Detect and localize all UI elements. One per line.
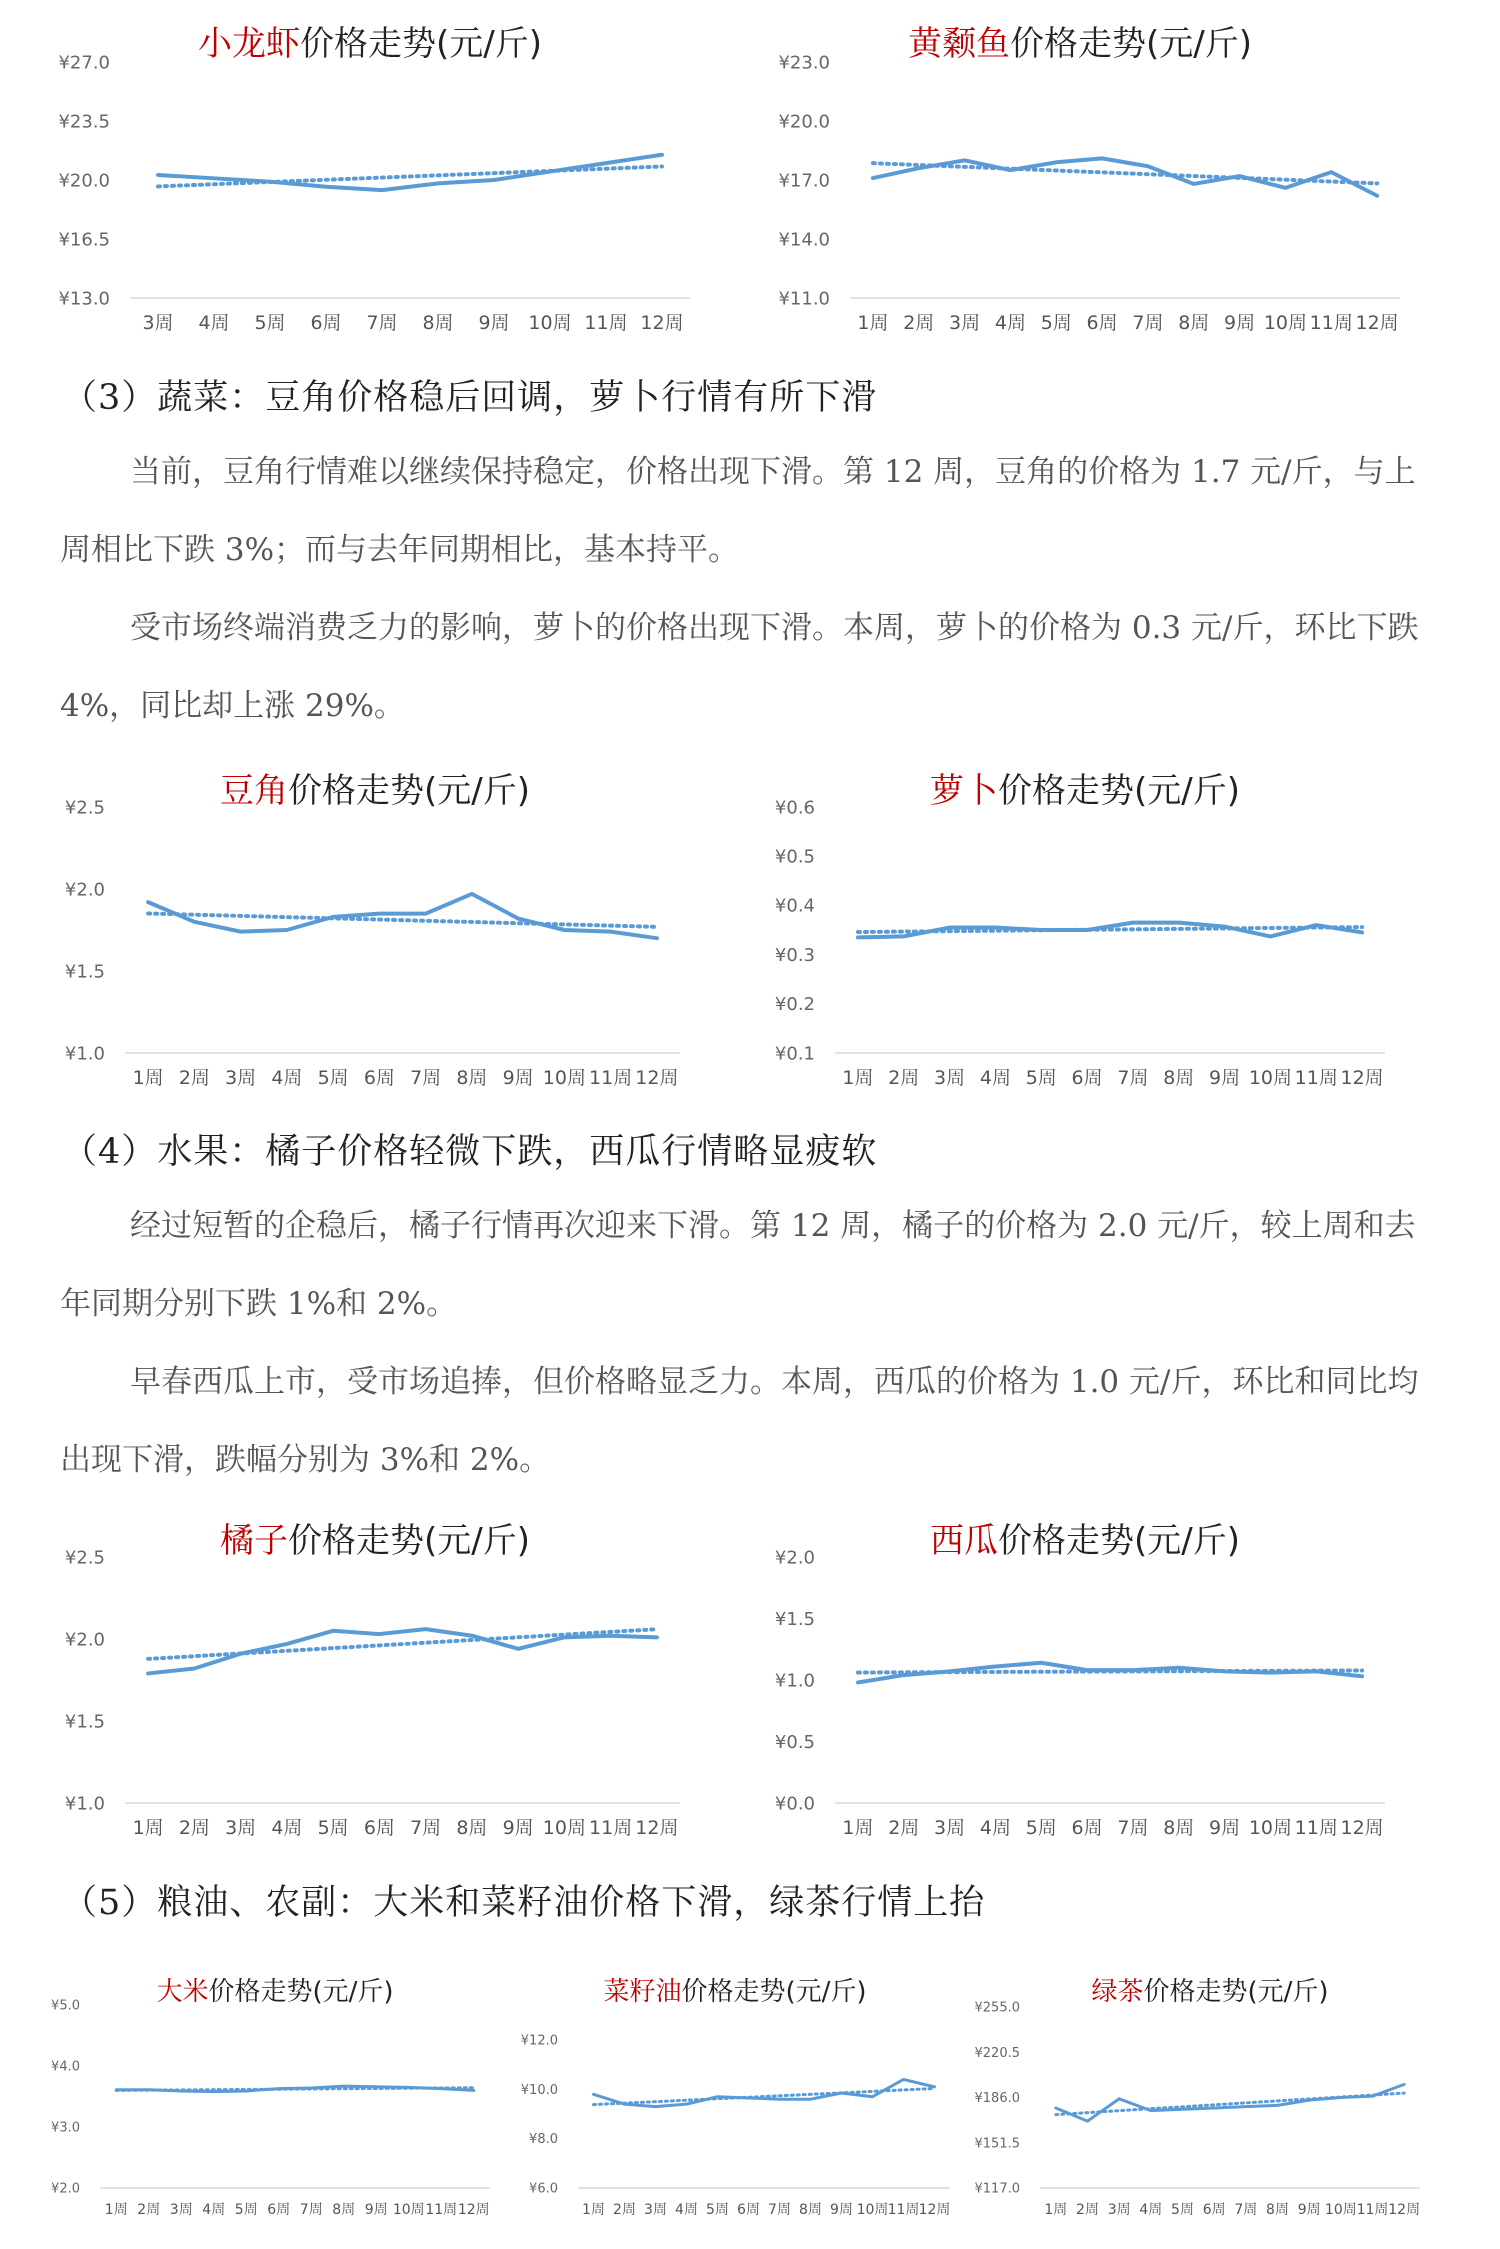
paragraph-text: 经过短暂的企稳后，橘子行情再次迎来下滑。第 12 周，橘子的价格为 2.0 元/斤，较上周和去年同期分别下跌 1%和 2%。	[60, 1208, 1416, 1322]
y-tick-label: ¥0.4	[774, 895, 815, 917]
chart-title	[603, 1977, 866, 2007]
x-tick-label: 1周	[842, 1817, 874, 1839]
chart-title-rest: 价格走势(元/斤)	[1143, 1977, 1329, 2007]
y-tick-label: ¥1.5	[774, 1608, 815, 1630]
chart-title	[930, 771, 1240, 811]
x-tick-label: 7周	[1117, 1067, 1149, 1089]
x-tick-label: 2周	[1076, 2202, 1099, 2218]
x-tick-label: 11周	[1309, 312, 1353, 334]
y-tick-label: ¥1.0	[774, 1670, 815, 1692]
x-tick-label: 4周	[202, 2202, 226, 2218]
x-tick-label: 9周	[478, 312, 510, 334]
y-tick-label: ¥14.0	[778, 229, 830, 251]
x-tick-label: 4周	[198, 312, 230, 334]
y-tick-label: ¥2.0	[51, 2181, 80, 2197]
x-tick-label: 8周	[1178, 312, 1210, 334]
chart-title-rest: 价格走势(元/斤)	[208, 1977, 394, 2007]
chart-title	[220, 771, 530, 811]
x-tick-label: 10周	[856, 2202, 889, 2218]
x-tick-label: 12周	[640, 312, 684, 334]
series-line	[873, 158, 1377, 195]
y-tick-label: ¥0.1	[774, 1043, 815, 1065]
chart-shrimp	[0, 0, 740, 350]
x-tick-label: 5周	[706, 2202, 729, 2218]
chart-title-product: 菜籽油	[603, 1977, 682, 2007]
y-tick-label: ¥20.0	[778, 111, 830, 133]
trendline	[158, 166, 662, 186]
x-tick-label: 11周	[1294, 1817, 1338, 1839]
x-tick-label: 1周	[857, 312, 889, 334]
x-tick-label: 3周	[949, 312, 981, 334]
x-tick-label: 8周	[456, 1817, 488, 1839]
x-tick-label: 7周	[1117, 1817, 1149, 1839]
x-tick-label: 8周	[799, 2202, 822, 2218]
paragraph	[60, 433, 1445, 589]
chart-title-product: 萝卜	[930, 771, 999, 811]
x-tick-label: 5周	[1025, 1817, 1057, 1839]
series-line	[148, 1629, 657, 1673]
y-tick-label: ¥220.5	[974, 2045, 1020, 2061]
chart-title-rest: 价格走势(元/斤)	[1010, 24, 1252, 64]
x-tick-label: 11周	[1356, 2202, 1389, 2218]
y-tick-label: ¥2.0	[774, 1547, 815, 1569]
x-tick-label: 5周	[1040, 312, 1072, 334]
y-tick-label: ¥186.0	[974, 2091, 1020, 2107]
x-tick-label: 6周	[363, 1817, 395, 1839]
y-tick-label: ¥17.0	[778, 170, 830, 192]
chart-title-product: 豆角	[220, 771, 289, 811]
y-tick-label: ¥27.0	[58, 52, 110, 74]
x-tick-label: 9周	[364, 2202, 388, 2218]
x-tick-label: 3周	[934, 1817, 966, 1839]
x-tick-label: 6周	[267, 2202, 291, 2218]
x-tick-label: 10周	[1324, 2202, 1357, 2218]
x-tick-label: 7周	[1132, 312, 1164, 334]
x-tick-label: 7周	[410, 1817, 442, 1839]
y-tick-label: ¥10.0	[520, 2082, 558, 2098]
y-tick-label: ¥0.5	[774, 1731, 815, 1753]
y-tick-label: ¥151.5	[974, 2136, 1020, 2152]
x-tick-label: 3周	[644, 2202, 667, 2218]
y-tick-label: ¥2.5	[64, 797, 105, 819]
x-tick-label: 5周	[234, 2202, 258, 2218]
x-tick-label: 1周	[132, 1067, 164, 1089]
x-tick-label: 6周	[1071, 1817, 1103, 1839]
paragraph	[60, 589, 1445, 745]
x-tick-label: 9周	[1209, 1817, 1241, 1839]
chart-title	[908, 24, 1252, 64]
x-tick-label: 4周	[979, 1817, 1011, 1839]
x-tick-label: 12周	[918, 2202, 951, 2218]
x-tick-label: 9周	[502, 1067, 534, 1089]
chart-title-rest: 价格走势(元/斤)	[998, 1521, 1240, 1561]
y-tick-label: ¥117.0	[974, 2181, 1020, 2197]
chart-title-rest: 价格走势(元/斤)	[681, 1977, 867, 2007]
chart-title	[156, 1977, 393, 2007]
y-tick-label: ¥16.5	[58, 229, 110, 251]
chart-beans	[0, 760, 740, 1110]
x-tick-label: 9周	[830, 2202, 853, 2218]
x-tick-label: 1周	[104, 2202, 128, 2218]
trendline	[148, 1629, 657, 1659]
x-tick-label: 12周	[1388, 2202, 1421, 2218]
y-tick-label: ¥1.5	[64, 1711, 105, 1733]
y-tick-label: ¥0.2	[774, 994, 815, 1016]
y-tick-label: ¥2.5	[64, 1547, 105, 1569]
x-tick-label: 7周	[410, 1067, 442, 1089]
paragraph	[60, 1187, 1445, 1343]
x-tick-label: 4周	[979, 1067, 1011, 1089]
x-tick-label: 2周	[137, 2202, 161, 2218]
paragraph-text: 受市场终端消费乏力的影响，萝卜的价格出现下滑。本周，萝卜的价格为 0.3 元/斤，环比下跌 4%，同比却上涨 29%。	[60, 610, 1419, 724]
x-tick-label: 5周	[317, 1067, 349, 1089]
x-tick-label: 5周	[1171, 2202, 1194, 2218]
chart-title	[1091, 1977, 1328, 2007]
x-tick-label: 11周	[589, 1817, 633, 1839]
x-tick-label: 3周	[225, 1067, 257, 1089]
chart-title-rest: 价格走势(元/斤)	[998, 771, 1240, 811]
chart-title-product: 黄颡鱼	[908, 24, 1011, 64]
y-tick-label: ¥0.3	[774, 944, 815, 966]
chart-title-product: 大米	[156, 1977, 209, 2007]
x-tick-label: 11周	[425, 2202, 458, 2218]
x-tick-label: 1周	[132, 1817, 164, 1839]
x-tick-label: 7周	[299, 2202, 323, 2218]
paragraph-text: 早春西瓜上市，受市场追捧，但价格略显乏力。本周，西瓜的价格为 1.0 元/斤，环比和同比均出现下滑，跌幅分别为 3%和 2%。	[60, 1364, 1419, 1478]
x-tick-label: 6周	[1071, 1067, 1103, 1089]
y-tick-label: ¥255.0	[974, 2000, 1020, 2016]
y-tick-label: ¥1.0	[64, 1043, 105, 1065]
x-tick-label: 9周	[502, 1817, 534, 1839]
x-tick-label: 9周	[1297, 2202, 1321, 2218]
x-tick-label: 1周	[582, 2202, 605, 2218]
x-tick-label: 4周	[675, 2202, 698, 2218]
x-tick-label: 2周	[888, 1067, 920, 1089]
chart-rice	[0, 1970, 520, 2249]
chart-title-rest: 价格走势(元/斤)	[288, 771, 530, 811]
x-tick-label: 7周	[366, 312, 398, 334]
y-tick-label: ¥4.0	[51, 2059, 80, 2075]
y-tick-label: ¥12.0	[520, 2033, 558, 2049]
y-tick-label: ¥2.0	[64, 879, 105, 901]
x-tick-label: 10周	[528, 312, 572, 334]
y-tick-label: ¥0.5	[774, 846, 815, 868]
y-tick-label: ¥3.0	[51, 2120, 80, 2136]
x-tick-label: 2周	[888, 1817, 920, 1839]
x-tick-label: 9周	[1209, 1067, 1241, 1089]
x-tick-label: 12周	[457, 2202, 490, 2218]
chart-oil	[520, 1970, 980, 2249]
y-tick-label: ¥1.0	[64, 1793, 105, 1815]
y-tick-label: ¥20.0	[58, 170, 110, 192]
x-tick-label: 5周	[1025, 1067, 1057, 1089]
chart-title	[198, 24, 542, 64]
chart-orange	[0, 1510, 740, 1860]
chart-title-rest: 价格走势(元/斤)	[300, 24, 542, 64]
x-tick-label: 11周	[1294, 1067, 1338, 1089]
y-tick-label: ¥1.5	[64, 961, 105, 983]
x-tick-label: 4周	[271, 1067, 303, 1089]
y-tick-label: ¥6.0	[529, 2181, 558, 2197]
x-tick-label: 5周	[254, 312, 286, 334]
chart-title-product: 绿茶	[1091, 1977, 1144, 2007]
x-tick-label: 3周	[169, 2202, 193, 2218]
x-tick-label: 10周	[542, 1067, 586, 1089]
x-tick-label: 1周	[842, 1067, 874, 1089]
x-tick-label: 10周	[1263, 312, 1308, 334]
x-tick-label: 2周	[178, 1067, 210, 1089]
y-tick-label: ¥23.0	[778, 52, 830, 74]
x-tick-label: 9周	[1224, 312, 1256, 334]
x-tick-label: 4周	[1139, 2202, 1163, 2218]
x-tick-label: 3周	[225, 1817, 257, 1839]
x-tick-label: 8周	[422, 312, 454, 334]
x-tick-label: 7周	[1234, 2202, 1258, 2218]
section-heading-fruits: （4）水果：橘子价格轻微下跌，西瓜行情略显疲软	[62, 1132, 878, 1172]
x-tick-label: 10周	[1248, 1817, 1293, 1839]
chart-title-product: 西瓜	[930, 1521, 999, 1561]
y-tick-label: ¥8.0	[529, 2132, 558, 2148]
x-tick-label: 3周	[1107, 2202, 1131, 2218]
x-tick-label: 12周	[1355, 312, 1399, 334]
x-tick-label: 12周	[1340, 1817, 1384, 1839]
section-heading-grain-oil: （5）粮油、农副：大米和菜籽油价格下滑，绿茶行情上抬	[62, 1883, 986, 1923]
x-tick-label: 6周	[310, 312, 342, 334]
x-tick-label: 5周	[317, 1817, 349, 1839]
x-tick-label: 7周	[768, 2202, 791, 2218]
x-tick-label: 8周	[332, 2202, 356, 2218]
y-tick-label: ¥0.0	[774, 1793, 815, 1815]
x-tick-label: 4周	[271, 1817, 303, 1839]
chart-greentea	[974, 1970, 1500, 2249]
x-tick-label: 10周	[542, 1817, 586, 1839]
chart-title-product: 橘子	[220, 1521, 289, 1561]
chart-catfish	[740, 0, 1500, 350]
x-tick-label: 6周	[1086, 312, 1118, 334]
x-tick-label: 12周	[635, 1817, 679, 1839]
chart-title	[930, 1521, 1240, 1561]
x-tick-label: 2周	[178, 1817, 210, 1839]
x-tick-label: 3周	[934, 1067, 966, 1089]
x-tick-label: 1周	[1044, 2202, 1068, 2218]
x-tick-label: 4周	[994, 312, 1026, 334]
x-tick-label: 2周	[613, 2202, 636, 2218]
x-tick-label: 11周	[887, 2202, 920, 2218]
x-tick-label: 12周	[1340, 1067, 1384, 1089]
x-tick-label: 6周	[737, 2202, 760, 2218]
y-tick-label: ¥0.6	[774, 797, 815, 819]
x-tick-label: 6周	[363, 1067, 395, 1089]
paragraph-text: 当前，豆角行情难以继续保持稳定，价格出现下滑。第 12 周，豆角的价格为 1.7 元/斤，与上周相比下跌 3%；而与去年同期相比，基本持平。	[60, 454, 1416, 568]
x-tick-label: 8周	[1163, 1817, 1195, 1839]
chart-title-rest: 价格走势(元/斤)	[288, 1521, 530, 1561]
y-tick-label: ¥5.0	[51, 1998, 80, 2014]
x-tick-label: 8周	[1266, 2202, 1289, 2218]
x-tick-label: 10周	[392, 2202, 425, 2218]
y-tick-label: ¥11.0	[778, 288, 830, 310]
chart-watermelon	[740, 1510, 1500, 1860]
x-tick-label: 2周	[903, 312, 935, 334]
chart-title-product: 小龙虾	[198, 24, 301, 64]
x-tick-label: 6周	[1202, 2202, 1226, 2218]
x-tick-label: 11周	[584, 312, 628, 334]
chart-title	[220, 1521, 530, 1561]
x-tick-label: 8周	[456, 1067, 488, 1089]
paragraph	[60, 1343, 1445, 1499]
x-tick-label: 8周	[1163, 1067, 1195, 1089]
y-tick-label: ¥2.0	[64, 1629, 105, 1651]
x-tick-label: 11周	[589, 1067, 633, 1089]
y-tick-label: ¥23.5	[58, 111, 110, 133]
y-tick-label: ¥13.0	[58, 288, 110, 310]
x-tick-label: 3周	[142, 312, 174, 334]
chart-radish	[740, 760, 1500, 1110]
section-heading-vegetables: （3）蔬菜：豆角价格稳后回调，萝卜行情有所下滑	[62, 378, 878, 418]
x-tick-label: 10周	[1248, 1067, 1293, 1089]
x-tick-label: 12周	[635, 1067, 679, 1089]
